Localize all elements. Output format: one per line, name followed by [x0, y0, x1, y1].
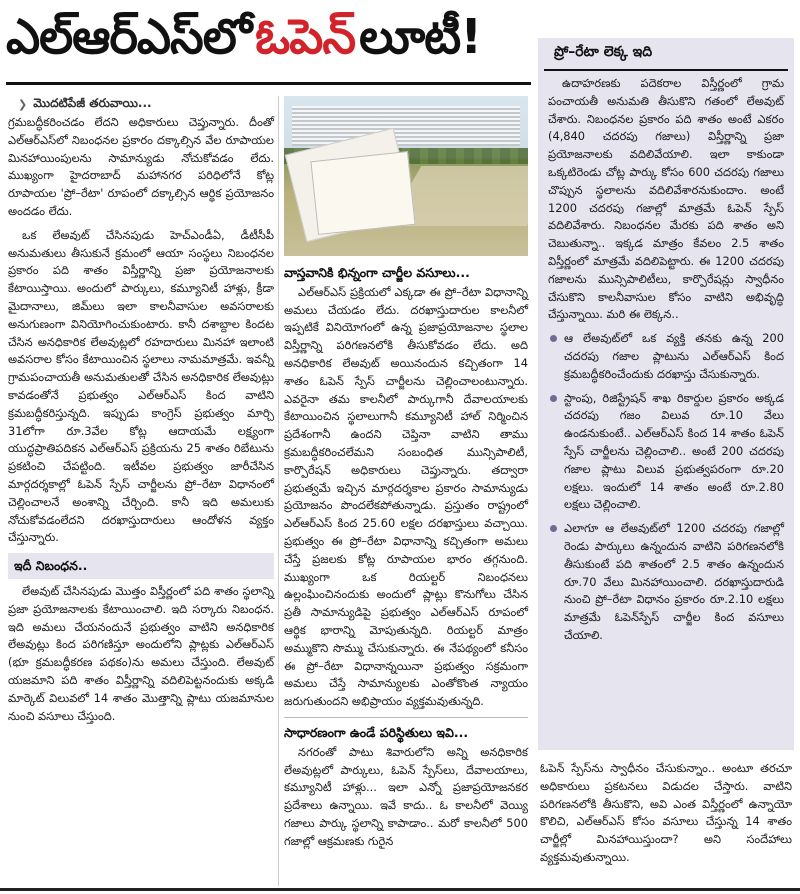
- bullet-dot-icon: [550, 525, 557, 532]
- sidebar-intro: ఉదాహరణకు పదెకరాల విస్తీర్ణంలో గ్రామ పంచాయతీ అనుమతి తీసుకొని గతంలో లేఅవుట్ చేశారు. నిబంధనల ప్రకారం పది శాతం అంటే ఎకరం (4,840 చదరపు గజాలు) విస్తీర్ణాన్ని ప్రజా ప్రయోజనాలకు వదిలివేయాలి. ఇలా కాకుండా ఒక్కటిరెండు చోట్ల పార్కు కోసం 600 చదరపు గజాలు చొప్పున స్థలాలను వదిలివేశారనుకుందాం. అంటే 1200 చదరపు గజాల్లో మాత్రమే ఓపెన్ స్పేస్ వదిలివేశారు. నిబంధనల మేరకు పది శాతం అని చెబుతున్నా.. ఇక్కడ మాత్రం కేవలం 2.5 శాతం విస్తీర్ణంలో మాత్రమే వదిలిపెట్టారు. ఈ 1200 చదరపు గజాలను మున్సిపాలిటీలు, కార్పొరేషన్లు స్వాధీనం చేసుకొని కాలనీవాసుల కోసం వాటిని అభివృద్ధి చేస్తున్నాయి. మరి ఈ లెక్కన..: [548, 76, 784, 322]
- col2-divider: [284, 717, 528, 718]
- col2-subhead-2: సాధారణంగా ఉండే పరిస్థితులు ఇవి...: [284, 724, 469, 740]
- headline-accent: ఓపెన్: [255, 9, 356, 65]
- sidebar-intro-block: [538, 71, 794, 324]
- bullet-dot-icon: [550, 395, 557, 402]
- col1-paragraph-1: గ్రమబద్ధీకరించడం లేదని అధికారులు చెప్తున్నారు. దీంతో ఎల్‌ఆర్‌ఎస్‌లో నిబంధనల ప్రకారం దక్కాల్సిన వేల రూపాయల మినహాయింపులను సామాన్యుడు నోచుకోవడం లేదు. ముఖ్యంగా హైదరాబాద్ మహానగర పరిధిలోనే కోట్ల రూపాయల 'ప్రో–రేటా' రూపంలో దక్కాల్సిన ఆర్థిక ప్రయోజనం అందడం లేదు.: [8, 115, 274, 218]
- sidebar-bullet-text: స్టాంపు, రిజిస్ట్రేషన్ శాఖ రికార్డుల ప్రకారం అక్కడ చదరపు గజం విలువ రూ.10 వేలు ఉండనుకుంటే.. ఎల్‌ఆర్‌ఎస్ కింద 14 శాతం ఓపెన్ స్పేస్ చార్జీలను చెల్లించాలి.. అంటే 200 చదరపు గజాల ప్లాటు విలువ ప్రభుత్వపరంగా రూ.20 లక్షలు. ఇందులో 14 శాతం అంటే రూ.2.80 లక్షలు చెల్లించాలి.: [564, 390, 784, 512]
- sidebar-bullet-text: ఆ లేఅవుట్‌లో ఒక వ్యక్తి తనకు ఉన్న 200 చదరపు గజాల ప్లాటును ఎల్‌ఆర్‌ఎస్ కింద క్రమబద్ధీకరించేందుకు దరఖాస్తు చేసుకున్నారు.: [564, 331, 784, 381]
- continuation-label: [18, 96, 268, 113]
- col2-paragraph-1: ఎల్‌ఆర్‌ఎస్ ప్రక్రియలో ఎక్కడా ఈ ప్రో–రేటా విధానాన్ని అమలు చేయడం లేదు. దరఖాస్తుదారుల కాలనీలో ఇప్పటికే వినియోగంలో ఉన్న ప్రజాప్రయోజనాల స్థలాల విస్తీర్ణాన్ని పరిగణనలోకి తీసుకోవడం లేదు. అది అనధికారిక లేఅవుట్ అయినందున కచ్చితంగా 14 శాతం ఓపెన్ స్పేస్ చార్జీలను చెల్లించాలంటున్నారు. ఎవరైనా తమ కాలనీలో పార్కుగానీ దేవాలయాలకు కేటాయించిన స్థలాలుగానీ కమ్యూనిటీ హాల్ నిర్మించిన ప్రదేశంగానీ ఉందని చెప్తినా వాటిని తాము క్రమబద్ధీకరించలేమని సంబంధిత మున్సిపాలిటీ, కార్పొరేషన్ అధికారులు చెప్తున్నారు. తద్వారా ప్రభుత్వమే ఇచ్చిన మార్గదర్శకాల ప్రకారం సామాన్యుడు ప్రయోజనం పొందలేకపోతున్నాడు. ప్రస్తుతం రాష్ట్రంలో ఎల్‌ఆర్‌ఎస్ కింద 25.60 లక్షల దరఖాస్తులు వచ్చాయి. ప్రభుత్వం ఈ ప్రో–రేటా విధానాన్ని కచ్చితంగా అమలు చేస్తే ప్రజలకు కోట్ల రూపాయల భారం తగ్గనుంది. ముఖ్యంగా ఒక రియల్టర్ నిబంధనలు ఉల్లంఘించినందుకు అందులో ప్లాట్లు కొనుగోలు చేసిన ప్రతీ సామాన్యుడిపై ప్రభుత్వం ఎల్‌ఆర్‌ఎస్ రూపంలో ఆర్థిక భారాన్ని మోపుతున్నది. రియల్టర్ మాత్రం అమ్ముకొని సొమ్ము చేసుకున్నారు. ఈ నేపథ్యంలో కనీసం ఈ ప్రో–రేటా విధానాన్నయినా ప్రభుత్వం సక్రమంగా అమలు చేస్తే సామాన్యులకు ఎంతోకొంత న్యాయం జరుగుతుందని అభిప్రాయం వ్యక్తమవుతున్నది.: [284, 284, 528, 709]
- photo-document-2: [310, 151, 415, 235]
- sidebar-title: ప్రో–రేటా లెక్క ఇది: [544, 38, 788, 71]
- bullet-dot-icon: [550, 335, 557, 342]
- layout-plots-photo: [284, 96, 528, 256]
- col2-paragraph-2: నగరంతో పాటు శివారులోని అన్ని అనధికారిక లేఅవుట్లలో పార్కులు, ఓపెన్ స్పేస్‌లు, దేవాలయాలు, కమ్యూనిటీ హాళ్లు... ఇలా ఎన్నో ప్రజాప్రయోజనకర ప్రదేశాలు ఉన్నాయి. ఇవే కాదు.. ఓ కాలనీలో వెయ్యి గజాలు పార్కు స్థలాన్ని కాపాడాం.. మరో కాలనీలో 500 గజాల్లో ఆక్రమణకు గురైన: [284, 744, 528, 848]
- col1-paragraph-3: లేఅవుట్ చేసినపుడు మొత్తం విస్తీర్ణంలో పది శాతం స్థలాన్ని ప్రజా ప్రయోజనాలకు కేటాయించాలి. ఇది సర్కారు నిబంధన. ఇది అమలు చేయనందునే ప్రభుత్వం వాటిని అనధికారిక లేఅవుట్లు కింద పరిగణిస్తూ అందులోని ప్లాట్లకు ఎల్‌ఆర్‌ఎస్ (భూ క్రమబద్ధీకరణ పథకం)ను అమలు చేస్తుంది. లేఅవుట్ యజమాని పది శాతం విస్తీర్ణాన్ని వదిలిపెట్టనందుకు అక్కడి మార్కెట్ విలువలో 14 శాతం మొత్తాన్ని ప్లాటు యజమానుల నుంచి వసూలు చేస్తుంది.: [8, 583, 274, 723]
- sidebar-bullet-item: [550, 520, 784, 645]
- headline-tail: లూటీ!: [359, 9, 482, 65]
- article-column-3: [540, 760, 792, 873]
- headline: [6, 4, 531, 85]
- sidebar-bullet-item: [550, 390, 784, 515]
- col2-subhead-1: వాస్తవానికి భిన్నంగా చార్జీల వసూలు...: [284, 265, 470, 280]
- bottom-rule: [0, 888, 800, 891]
- prorata-sidebar: [538, 38, 794, 750]
- col1-paragraph-2: ఒక లేఅవుట్ చేసినపుడు హెచ్‌ఎండీఏ, డీటీసీపీ అనుమతులు తీసుకునే క్రమంలో ఆయా సంస్థలు నిబంధనల ప్రకారం పది శాతం విస్తీర్ణాన్ని ప్రజా ప్రయోజనాలకు కేటాయిస్తాయి. అందులో పార్కులు, కమ్యూనిటీ హాళ్లు, క్రీడా మైదానాలు, జిమ్‌లు ఇలా కాలనీవాసుల అవసరాలకు అనుగుణంగా వినియోగించుకుంటారు. కానీ దశాబ్దాల కిందట చేసిన అనధికారిక లేఅవుట్లలో రహదారులు మినహా ఇలాంటి అవసరాల కోసం కేటాయించిన స్థలాలు నామమాత్రమే. ఇవన్నీ గ్రామపంచాయతీ అనుమతులతో చేసిన అనధికారిక లేఅవుట్లు కావడంతోనే ప్రభుత్వం ఎల్‌ఆర్‌ఎస్ కింద వాటిని క్రమబద్ధీకరిస్తున్నది. ఇప్పుడు కాంగ్రెస్ ప్రభుత్వం మార్చి 31లోగా రూ.3వేల కోట్ల ఆదాయమే లక్ష్యంగా యుద్ధప్రాతిపదికన ఎల్‌ఆర్‌ఎస్ ప్రక్రియను 25 శాతం రిబేటును ప్రకటించి చేపట్టింది. ఇటీవల ప్రభుత్వం జారీచేసిన మార్గదర్శకాల్లో ఓపెన్ స్పేస్ చార్జీలను ప్రో–రేటా విధానంలో చెల్లించాలనే అంశాన్ని చేర్చింది. కానీ ఇది అమలుకు నోచుకోవడంలేదని దరఖాస్తుదారులు ఆందోళన వ్యక్తం చేస్తున్నారు.: [8, 227, 274, 545]
- sidebar-bullet-text: ఎలాగూ ఆ లేఅవుట్‌లో 1200 చదరపు గజాల్లో రెండు పార్కులు ఉన్నందున వాటిని పరిగణనలోకి తీసుకుంటే పది శాతంలో 2.5 శాతం ఉన్నందున రూ.70 వేలు మినహాయించాలి. దరఖాస్తుదారుడి నుంచి ప్రో–రేటా విధానం ప్రకారం రూ.2.10 లక్షలు మాత్రమే ఓపెన్‌స్పేస్ చార్జీల కింద వసూలు చేయాలి.: [564, 521, 784, 642]
- sidebar-bullet-list: [538, 330, 794, 645]
- col1-subhead: ఇదీ నిబంధన..: [8, 553, 274, 579]
- chevron-right-icon: ❯: [18, 98, 28, 111]
- photo-sky: [292, 106, 520, 146]
- article-column-2: [284, 264, 528, 857]
- headline-main: ఎల్‌ఆర్‌ఎస్‌లో: [6, 9, 252, 65]
- continuation-label-text: మొదటిపేజీ తరువాయి...: [33, 96, 152, 110]
- col3-paragraph-1: ఓపెన్ స్పేస్‌ను స్వాధీనం చేసుకున్నాం.. అంటూ తరచూ అధికారులు ప్రకటనలు విడుదల చేస్తారు. వాటిని పరిగణనలోకి తీసుకొని, అవి ఎంత విస్తీర్ణంలో ఉన్నాయో కొలిచి, ఎల్‌ఆర్‌ఎస్ కోసం వసూలు చేస్తున్న 14 శాతం చార్జీల్లో మినహాయిస్తుందా? అని సందేహాలు వ్యక్తమవుతున్నాయి.: [540, 761, 792, 864]
- column-divider: [278, 96, 279, 886]
- sidebar-bullet-item: [550, 330, 784, 383]
- article-column-1: [8, 114, 274, 731]
